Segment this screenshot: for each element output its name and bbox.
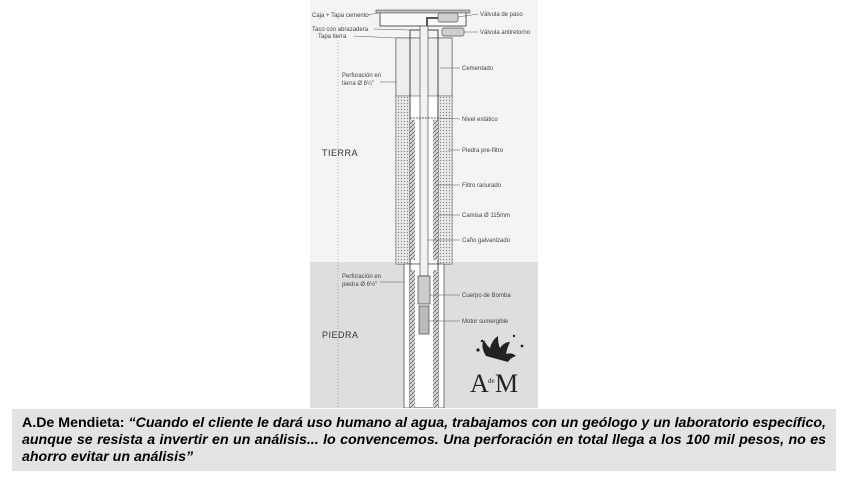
submersible-motor [419, 306, 429, 334]
filter-right [433, 120, 438, 260]
well-diagram [310, 0, 538, 408]
label-perforacion-tierra-1: Perforación en [342, 73, 382, 79]
filter-right-lower [433, 270, 438, 408]
gravel-left [396, 96, 410, 264]
label-piedra-prefiltro: Piedra pre-filtro [462, 148, 504, 154]
zone-piedra: PIEDRA [322, 330, 359, 340]
label-filtro-ranurado: Filtro ranurado [462, 183, 502, 189]
caption-speaker: A.De Mendieta: [22, 415, 125, 431]
label-camisa: Camisa Ø 115mm [462, 213, 510, 219]
filter-left [410, 120, 415, 260]
caption-quote: “Cuando el cliente le dará uso humano al agua, trabajamos con un geólogo y un laboratorio específico, aunque se resista a invertir en un análisis... lo convencemos. Una perforación en total llega a los 100 mil pesos, no es ahorro evitar un análisis” [22, 415, 826, 465]
logo-letter-m: M [495, 369, 519, 398]
label-perforacion-piedra-1: Perforación en [342, 274, 382, 280]
valve-antiretorno [442, 28, 464, 36]
cement-lid [376, 10, 470, 13]
galvanized-pipe [420, 26, 428, 276]
logo-letter-a: A [470, 369, 489, 398]
label-perforacion-piedra-2: piedra Ø 6½" [342, 282, 378, 288]
label-taco: Taco con abrazadera [312, 27, 369, 33]
filter-left-lower [410, 270, 415, 408]
caption-box [12, 409, 836, 471]
label-cuerpo-bomba: Cuerpo de Bomba [462, 293, 511, 299]
label-caja-tapa: Caja + Tapa cemento [312, 13, 369, 19]
label-perforacion-tierra-2: tierra Ø 8¼" [342, 81, 375, 87]
label-cementado: Cementado [462, 66, 494, 72]
gravel-right [438, 96, 452, 264]
label-motor: Motor sumergible [462, 319, 509, 325]
zone-tierra: TIERRA [322, 148, 359, 158]
label-cano: Caño galvanizado [462, 238, 511, 244]
pump-body [418, 276, 430, 304]
label-nivel-estatico: Nivel estático [462, 117, 498, 123]
label-tapa-tierra: Tapa tierra [318, 34, 347, 40]
label-valvula-antiretorno: Válvula antiretorno [480, 30, 531, 36]
label-valvula-paso: Válvula de paso [480, 12, 523, 18]
logo-letters-de: de [488, 377, 495, 385]
valve-paso [438, 13, 458, 22]
